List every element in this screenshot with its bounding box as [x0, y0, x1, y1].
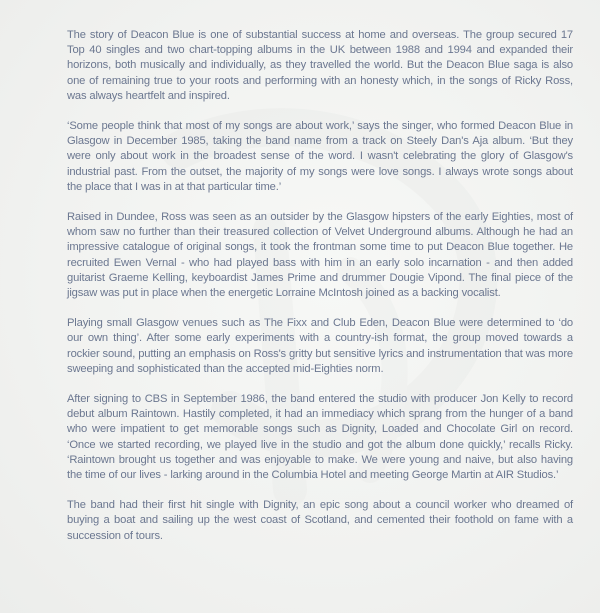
- liner-notes-text: [67, 28, 573, 544]
- paragraph-1: The story of Deacon Blue is one of substantial success at home and overseas. The group secured 17 Top 40 singles and two chart-topping albums in the UK between 1988 and 1994 and expanded their horizons, both musically and individually, as they travelled the world. But the Deacon Blue saga is also one of remaining true to your roots and performing with an honesty which, in the songs of Ricky Ross, was always heartfelt and inspired.: [67, 29, 573, 102]
- paragraph-3: Raised in Dundee, Ross was seen as an outsider by the Glasgow hipsters of the early Eighties, most of whom saw no further than their treasured collection of Velvet Underground albums. Although he had an impressive catalogue of original songs, it took the frontman some time to put Deacon Blue together. He recruited Ewen Vernal - who had played bass with him in an early solo incarnation - and then added guitarist Graeme Kelling, keyboardist James Prime and drummer Dougie Vipond. The final piece of the jigsaw was put in place when the energetic Lorraine McIntosh joined as a backing vocalist.: [67, 211, 573, 300]
- paragraph-2: ‘Some people think that most of my songs are about work,’ says the singer, who formed Deacon Blue in Glasgow in December 1985, taking the band name from a track on Steely Dan's Aja album. ‘But they were only about work in the broadest sense of the word. I wasn't celebrating the glory of Glasgow's industrial past. From the outset, the majority of my songs were love songs. I always wrote songs about the place that I was in at that particular time.’: [67, 120, 573, 193]
- paragraph-6: The band had their first hit single with Dignity, an epic song about a council worker who dreamed of buying a boat and sailing up the west coast of Scotland, and cemented their foothold on fame with a succession of tours.: [67, 499, 573, 542]
- paragraph-4: Playing small Glasgow venues such as The Fixx and Club Eden, Deacon Blue were determined to ‘do our own thing’. After some early experiments with a country-ish format, the group moved towards a rockier sound, putting an emphasis on Ross's gritty but sensitive lyrics and instrumentation that was more sweeping and sophisticated than the accepted mid-Eighties norm.: [67, 317, 573, 375]
- paragraph-5: After signing to CBS in September 1986, the band entered the studio with producer Jon Kelly to record debut album Raintown. Hastily completed, it had an immediacy which sprang from the hunger of a band who were impatient to get memorable songs such as Dignity, Loaded and Chocolate Girl on record. ‘Once we started recording, we played live in the studio and got the album done quickly,’ recalls Ricky. ‘Raintown brought us together and was enjoyable to make. We were young and naive, but also having the time of our lives - larking around in the Columbia Hotel and meeting George Martin at AIR Studios.’: [67, 393, 573, 482]
